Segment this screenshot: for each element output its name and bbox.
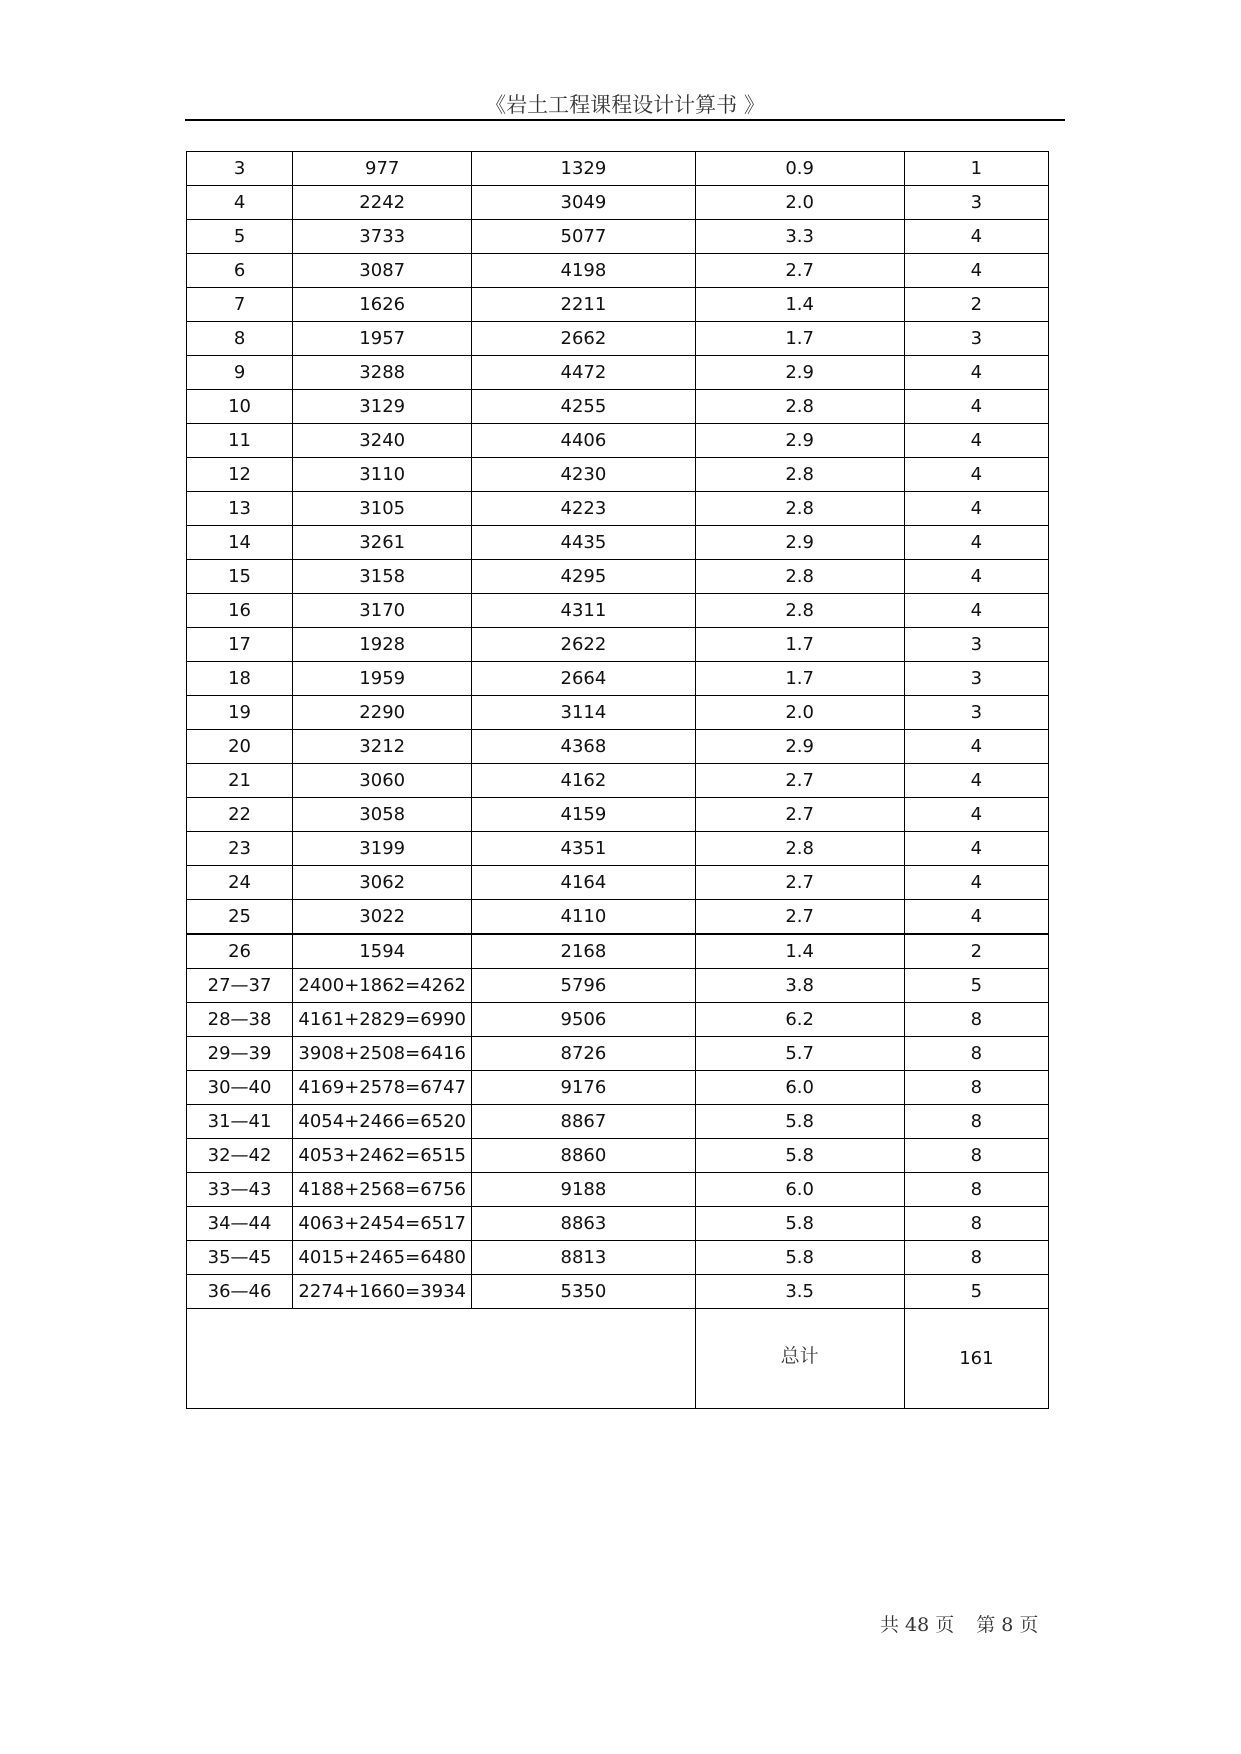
table-cell: 2290 bbox=[293, 696, 472, 730]
table-cell: 4 bbox=[904, 832, 1048, 866]
table-cell: 8 bbox=[187, 322, 293, 356]
table-cell: 5.8 bbox=[695, 1105, 904, 1139]
table-cell: 2.8 bbox=[695, 560, 904, 594]
table-cell: 3170 bbox=[293, 594, 472, 628]
table-cell: 4435 bbox=[472, 526, 695, 560]
table-cell: 3.5 bbox=[695, 1275, 904, 1309]
table-cell: 2.0 bbox=[695, 696, 904, 730]
table-cell: 3 bbox=[187, 152, 293, 186]
table-row bbox=[187, 254, 1049, 288]
table-cell: 8860 bbox=[472, 1139, 695, 1173]
table-cell: 2.8 bbox=[695, 492, 904, 526]
table-cell: 2274+1660=3934 bbox=[293, 1275, 472, 1309]
table-cell: 16 bbox=[187, 594, 293, 628]
table-cell: 5077 bbox=[472, 220, 695, 254]
table-cell: 4 bbox=[904, 900, 1048, 935]
table-cell: 2 bbox=[904, 934, 1048, 969]
table-row bbox=[187, 900, 1049, 935]
table-cell: 32—42 bbox=[187, 1139, 293, 1173]
table-cell: 4164 bbox=[472, 866, 695, 900]
table-cell: 3240 bbox=[293, 424, 472, 458]
total-pages-label: 共 48 页 bbox=[880, 1614, 955, 1636]
table-cell: 2.0 bbox=[695, 186, 904, 220]
table-cell: 977 bbox=[293, 152, 472, 186]
table-cell: 4 bbox=[187, 186, 293, 220]
table-row bbox=[187, 1173, 1049, 1207]
table-row bbox=[187, 969, 1049, 1003]
table-cell: 13 bbox=[187, 492, 293, 526]
table-cell: 6.0 bbox=[695, 1071, 904, 1105]
table-cell: 3261 bbox=[293, 526, 472, 560]
table-cell: 30—40 bbox=[187, 1071, 293, 1105]
table-cell: 9188 bbox=[472, 1173, 695, 1207]
table-cell: 1.7 bbox=[695, 322, 904, 356]
table-cell: 9 bbox=[187, 356, 293, 390]
total-row bbox=[187, 1309, 1049, 1409]
table-cell: 3 bbox=[904, 696, 1048, 730]
table-cell: 4053+2462=6515 bbox=[293, 1139, 472, 1173]
total-label-cell bbox=[695, 1309, 904, 1409]
table-cell: 8867 bbox=[472, 1105, 695, 1139]
table-cell: 3087 bbox=[293, 254, 472, 288]
table-cell: 4162 bbox=[472, 764, 695, 798]
table-row bbox=[187, 152, 1049, 186]
table-cell: 1626 bbox=[293, 288, 472, 322]
table-cell: 3212 bbox=[293, 730, 472, 764]
table-cell: 3022 bbox=[293, 900, 472, 935]
table-cell: 4 bbox=[904, 526, 1048, 560]
table-cell: 4169+2578=6747 bbox=[293, 1071, 472, 1105]
current-page-label: 第 8 页 bbox=[976, 1614, 1039, 1636]
table-cell: 4198 bbox=[472, 254, 695, 288]
table-cell: 33—43 bbox=[187, 1173, 293, 1207]
table-cell: 2.9 bbox=[695, 526, 904, 560]
table-cell: 28—38 bbox=[187, 1003, 293, 1037]
table-cell: 1.4 bbox=[695, 288, 904, 322]
table-body bbox=[187, 152, 1049, 1409]
table-cell: 2.7 bbox=[695, 764, 904, 798]
table-cell: 22 bbox=[187, 798, 293, 832]
calculation-table bbox=[186, 151, 1049, 1409]
table-cell: 3060 bbox=[293, 764, 472, 798]
table-cell: 4 bbox=[904, 492, 1048, 526]
table-cell: 1 bbox=[904, 152, 1048, 186]
table-cell: 2.8 bbox=[695, 594, 904, 628]
table-cell: 31—41 bbox=[187, 1105, 293, 1139]
table-cell: 2664 bbox=[472, 662, 695, 696]
table-cell: 2 bbox=[904, 288, 1048, 322]
table-cell: 2168 bbox=[472, 934, 695, 969]
total-row-empty-cell bbox=[187, 1309, 696, 1409]
table-cell: 19 bbox=[187, 696, 293, 730]
table-row bbox=[187, 594, 1049, 628]
table-row bbox=[187, 1003, 1049, 1037]
table-cell: 36—46 bbox=[187, 1275, 293, 1309]
table-cell: 4230 bbox=[472, 458, 695, 492]
table-row bbox=[187, 424, 1049, 458]
table-cell: 21 bbox=[187, 764, 293, 798]
table-cell: 18 bbox=[187, 662, 293, 696]
table-cell: 1.4 bbox=[695, 934, 904, 969]
table-cell: 4223 bbox=[472, 492, 695, 526]
table-row bbox=[187, 628, 1049, 662]
table-cell: 2211 bbox=[472, 288, 695, 322]
table-row bbox=[187, 560, 1049, 594]
table-cell: 3199 bbox=[293, 832, 472, 866]
table-cell: 3288 bbox=[293, 356, 472, 390]
table-cell: 3058 bbox=[293, 798, 472, 832]
table-row bbox=[187, 764, 1049, 798]
table-cell: 1928 bbox=[293, 628, 472, 662]
table-cell: 2.7 bbox=[695, 798, 904, 832]
table-cell: 5 bbox=[187, 220, 293, 254]
table-cell: 8 bbox=[904, 1173, 1048, 1207]
table-cell: 6 bbox=[187, 254, 293, 288]
table-cell: 4 bbox=[904, 220, 1048, 254]
table-cell: 4159 bbox=[472, 798, 695, 832]
table-cell: 4311 bbox=[472, 594, 695, 628]
table-cell: 8 bbox=[904, 1071, 1048, 1105]
table-cell: 4406 bbox=[472, 424, 695, 458]
table-cell: 11 bbox=[187, 424, 293, 458]
table-cell: 4295 bbox=[472, 560, 695, 594]
table-cell: 4 bbox=[904, 560, 1048, 594]
table-cell: 4161+2829=6990 bbox=[293, 1003, 472, 1037]
table-cell: 4 bbox=[904, 254, 1048, 288]
table-cell: 4472 bbox=[472, 356, 695, 390]
table-cell: 4054+2466=6520 bbox=[293, 1105, 472, 1139]
table-cell: 1.7 bbox=[695, 628, 904, 662]
table-cell: 5 bbox=[904, 969, 1048, 1003]
table-cell: 2.9 bbox=[695, 424, 904, 458]
table-cell: 4 bbox=[904, 866, 1048, 900]
table-row bbox=[187, 356, 1049, 390]
table-cell: 2.7 bbox=[695, 254, 904, 288]
table-cell: 4 bbox=[904, 798, 1048, 832]
table-cell: 8863 bbox=[472, 1207, 695, 1241]
table-row bbox=[187, 322, 1049, 356]
table-cell: 4015+2465=6480 bbox=[293, 1241, 472, 1275]
table-cell: 4 bbox=[904, 458, 1048, 492]
table-cell: 3 bbox=[904, 322, 1048, 356]
table-cell: 35—45 bbox=[187, 1241, 293, 1275]
table-cell: 1957 bbox=[293, 322, 472, 356]
table-row bbox=[187, 1071, 1049, 1105]
table-row bbox=[187, 696, 1049, 730]
table-cell: 3105 bbox=[293, 492, 472, 526]
total-label: 总计 bbox=[780, 1345, 819, 1367]
table-cell: 8 bbox=[904, 1003, 1048, 1037]
table-cell: 4368 bbox=[472, 730, 695, 764]
table-cell: 7 bbox=[187, 288, 293, 322]
table-cell: 8 bbox=[904, 1105, 1048, 1139]
table-cell: 3158 bbox=[293, 560, 472, 594]
table-cell: 0.9 bbox=[695, 152, 904, 186]
table-cell: 2.7 bbox=[695, 866, 904, 900]
table-cell: 5796 bbox=[472, 969, 695, 1003]
table-row bbox=[187, 1105, 1049, 1139]
table-row bbox=[187, 934, 1049, 969]
table-row bbox=[187, 186, 1049, 220]
header-rule bbox=[185, 119, 1065, 121]
table-row bbox=[187, 288, 1049, 322]
table-cell: 2.9 bbox=[695, 730, 904, 764]
table-cell: 3 bbox=[904, 186, 1048, 220]
table-cell: 3114 bbox=[472, 696, 695, 730]
table-cell: 5350 bbox=[472, 1275, 695, 1309]
table-cell: 3733 bbox=[293, 220, 472, 254]
table-cell: 26 bbox=[187, 934, 293, 969]
table-row bbox=[187, 220, 1049, 254]
table-cell: 8 bbox=[904, 1037, 1048, 1071]
table-cell: 3 bbox=[904, 628, 1048, 662]
table-cell: 27—37 bbox=[187, 969, 293, 1003]
table-row bbox=[187, 832, 1049, 866]
table-row bbox=[187, 662, 1049, 696]
table-cell: 6.2 bbox=[695, 1003, 904, 1037]
table-cell: 3049 bbox=[472, 186, 695, 220]
table-cell: 2.8 bbox=[695, 390, 904, 424]
table-cell: 3908+2508=6416 bbox=[293, 1037, 472, 1071]
table-cell: 4063+2454=6517 bbox=[293, 1207, 472, 1241]
table-cell: 5.8 bbox=[695, 1241, 904, 1275]
table-cell: 1959 bbox=[293, 662, 472, 696]
table-cell: 2242 bbox=[293, 186, 472, 220]
table-cell: 2622 bbox=[472, 628, 695, 662]
table-cell: 1329 bbox=[472, 152, 695, 186]
table-cell: 2662 bbox=[472, 322, 695, 356]
table-cell: 1.7 bbox=[695, 662, 904, 696]
table-row bbox=[187, 730, 1049, 764]
table-cell: 2.9 bbox=[695, 356, 904, 390]
table-cell: 5.8 bbox=[695, 1207, 904, 1241]
table-cell: 4351 bbox=[472, 832, 695, 866]
table-cell: 23 bbox=[187, 832, 293, 866]
table-cell: 3 bbox=[904, 662, 1048, 696]
table-row bbox=[187, 492, 1049, 526]
table-row bbox=[187, 526, 1049, 560]
table-cell: 3129 bbox=[293, 390, 472, 424]
table-row bbox=[187, 798, 1049, 832]
table-cell: 20 bbox=[187, 730, 293, 764]
table-cell: 2400+1862=4262 bbox=[293, 969, 472, 1003]
table-cell: 1594 bbox=[293, 934, 472, 969]
table-cell: 4 bbox=[904, 764, 1048, 798]
table-cell: 5.8 bbox=[695, 1139, 904, 1173]
table-cell: 12 bbox=[187, 458, 293, 492]
table-cell: 3.3 bbox=[695, 220, 904, 254]
table-row bbox=[187, 1207, 1049, 1241]
table-row bbox=[187, 1275, 1049, 1309]
total-value: 161 bbox=[904, 1309, 1048, 1409]
table-cell: 4110 bbox=[472, 900, 695, 935]
table-cell: 29—39 bbox=[187, 1037, 293, 1071]
table-cell: 2.7 bbox=[695, 900, 904, 935]
table-cell: 17 bbox=[187, 628, 293, 662]
table-cell: 3.8 bbox=[695, 969, 904, 1003]
table-cell: 8 bbox=[904, 1207, 1048, 1241]
table-cell: 4 bbox=[904, 594, 1048, 628]
table-cell: 6.0 bbox=[695, 1173, 904, 1207]
table-cell: 3062 bbox=[293, 866, 472, 900]
table-cell: 14 bbox=[187, 526, 293, 560]
table-cell: 9506 bbox=[472, 1003, 695, 1037]
table-cell: 5 bbox=[904, 1275, 1048, 1309]
table-cell: 9176 bbox=[472, 1071, 695, 1105]
table-cell: 10 bbox=[187, 390, 293, 424]
table-cell: 4255 bbox=[472, 390, 695, 424]
table-cell: 4188+2568=6756 bbox=[293, 1173, 472, 1207]
table-row bbox=[187, 458, 1049, 492]
table-cell: 2.8 bbox=[695, 458, 904, 492]
page-header-title: 《岩土工程课程设计计算书 》 bbox=[485, 93, 765, 117]
table-row bbox=[187, 1139, 1049, 1173]
table-row bbox=[187, 1037, 1049, 1071]
table-cell: 5.7 bbox=[695, 1037, 904, 1071]
table-cell: 8726 bbox=[472, 1037, 695, 1071]
table-cell: 2.8 bbox=[695, 832, 904, 866]
table-cell: 4 bbox=[904, 356, 1048, 390]
table-cell: 4 bbox=[904, 730, 1048, 764]
table-cell: 8813 bbox=[472, 1241, 695, 1275]
table-cell: 8 bbox=[904, 1139, 1048, 1173]
table-row bbox=[187, 866, 1049, 900]
table-cell: 4 bbox=[904, 390, 1048, 424]
table-row bbox=[187, 1241, 1049, 1275]
table-cell: 15 bbox=[187, 560, 293, 594]
table-cell: 3110 bbox=[293, 458, 472, 492]
table-row bbox=[187, 390, 1049, 424]
table-cell: 25 bbox=[187, 900, 293, 935]
table-cell: 24 bbox=[187, 866, 293, 900]
table-cell: 4 bbox=[904, 424, 1048, 458]
page-footer bbox=[880, 1610, 1070, 1640]
table-cell: 34—44 bbox=[187, 1207, 293, 1241]
table-cell: 8 bbox=[904, 1241, 1048, 1275]
